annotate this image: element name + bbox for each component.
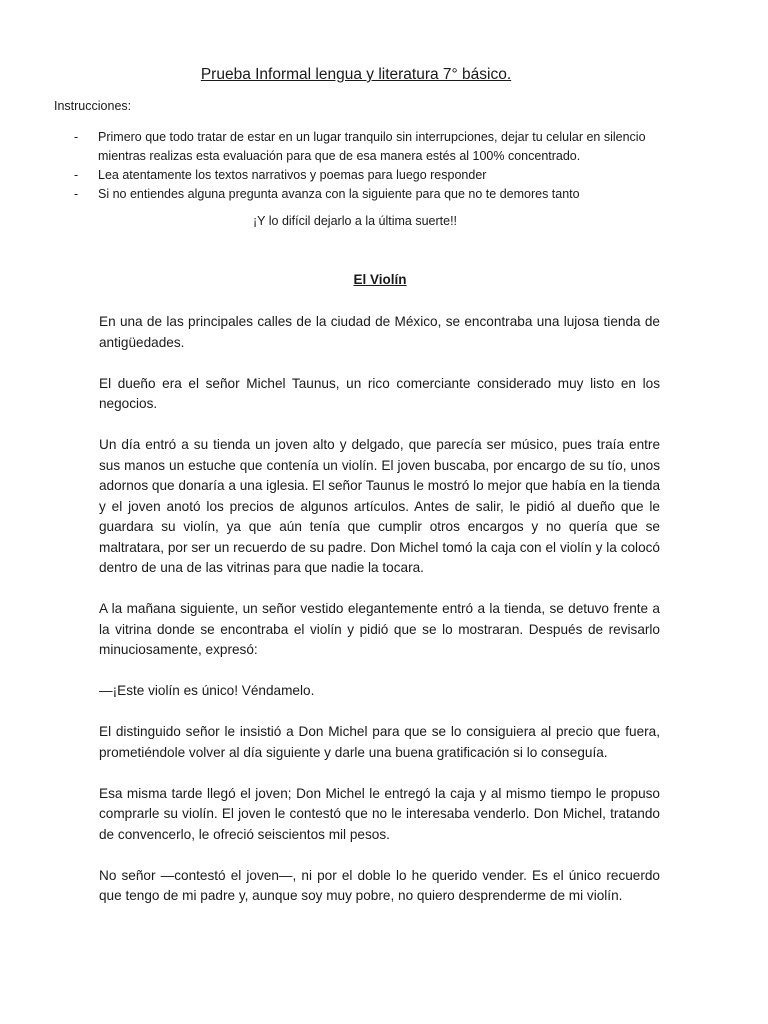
closing-line: ¡Y lo difícil dejarlo a la última suerte!! [253, 214, 458, 228]
instruction-item [74, 185, 694, 204]
story-body [99, 312, 660, 927]
instructions-list [74, 128, 694, 204]
story-paragraph: El distinguido señor le insistió a Don Michel para que se lo consiguiera al precio que fuera, prometiéndole volver al día siguiente y darle una buena gratificación si lo conseguía. [99, 724, 660, 760]
instruction-item [74, 166, 694, 185]
document-title: Prueba Informal lengua y literatura 7° básico. [200, 66, 512, 83]
instruction-text: Lea atentamente los textos narrativos y poemas para luego responder [98, 168, 487, 182]
story-paragraph: En una de las principales calles de la ciudad de México, se encontraba una lujosa tienda de antigüedades. [99, 314, 660, 350]
story-paragraph: A la mañana siguiente, un señor vestido elegantemente entró a la tienda, se detuvo frente a la vitrina donde se encontraba el violín y pidió que se lo mostraran. Después de revisarlo minuciosamente, expresó: [99, 601, 660, 657]
story-paragraph: Un día entró a su tienda un joven alto y delgado, que parecía ser músico, pues traía entre sus manos un estuche que contenía un violín. El joven buscaba, por encargo de su tío, unos adornos que donaría a una iglesia. El señor Taunus le mostró lo mejor que había en la tienda y el joven anotó los precios de algunos artículos. Antes de salir, le pidió al dueño que le guardara su violín, ya que aún tenía que cumplir otros encargos y no quería que se maltratara, por ser un recuerdo de su padre. Don Michel tomó la caja con el violín y la colocó dentro de una de las vitrinas para que nadie la tocara. [99, 437, 660, 575]
story-paragraph: No señor —contestó el joven—, ni por el doble lo he querido vender. Es el único recuerdo que tengo de mi padre y, aunque soy muy pobre, no quiero desprenderme de mi violín. [99, 867, 660, 903]
bullet-dash: - [74, 187, 79, 201]
story-title: El Violín [353, 272, 407, 287]
instruction-item [74, 128, 694, 166]
instruction-text: Primero que todo tratar de estar en un lugar tranquilo sin interrupciones, dejar tu celular en silencio mientras realizas esta evaluación para que de esa manera estés al 100% concentrado. [98, 130, 646, 163]
story-paragraph: Esa misma tarde llegó el joven; Don Michel le entregó la caja y al mismo tiempo le propuso comprarle su violín. El joven le contestó que no le interesaba venderlo. Don Michel, tratando de convencerlo, le ofreció seiscientos mil pesos. [99, 785, 660, 842]
story-paragraph: El dueño era el señor Michel Taunus, un rico comerciante considerado muy listo en los negocios. [99, 375, 660, 411]
instructions-heading: Instrucciones: [54, 99, 132, 113]
bullet-dash: - [74, 168, 79, 182]
story-paragraph: —¡Este violín es único! Véndamelo. [99, 683, 315, 698]
instruction-text: Si no entiendes alguna pregunta avanza con la siguiente para que no te demores tanto [98, 187, 580, 201]
bullet-dash: - [74, 130, 79, 144]
